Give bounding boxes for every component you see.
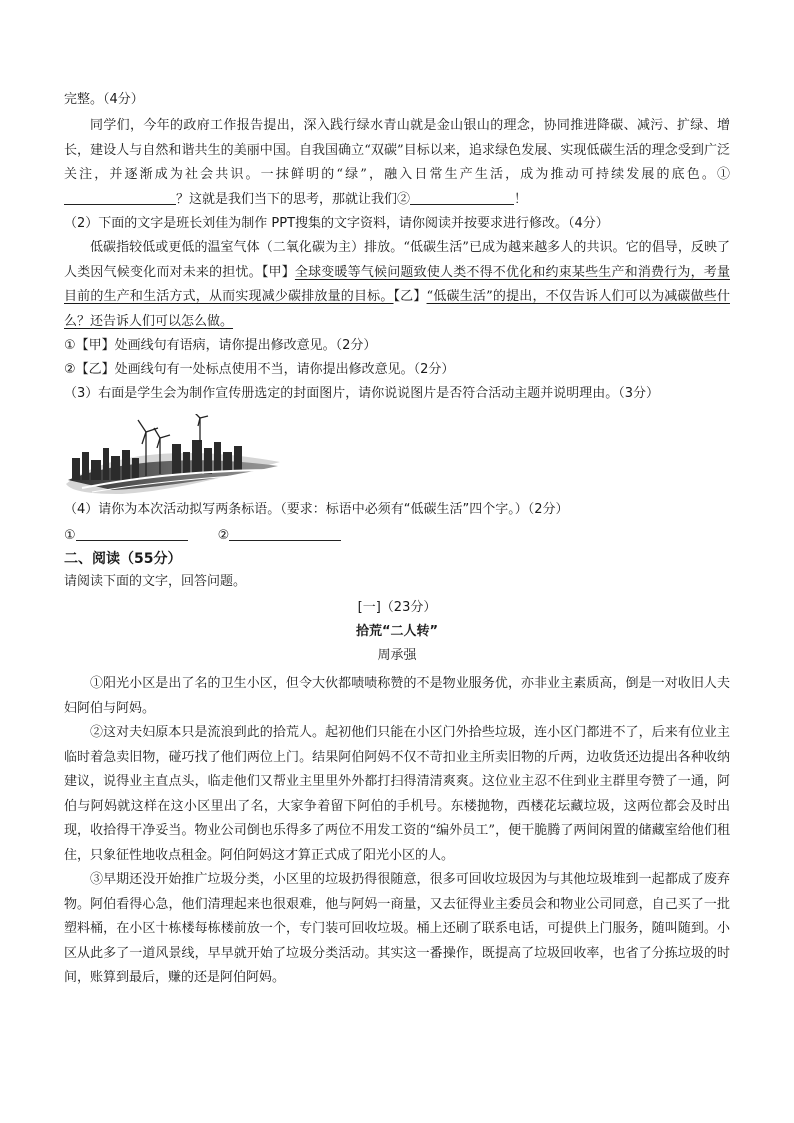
reading-section	[64, 548, 730, 991]
answer-blank-1[interactable]	[64, 191, 176, 205]
question-1-block	[64, 88, 730, 212]
passage-1	[64, 114, 730, 212]
slogan-marker-1: ①	[64, 528, 76, 543]
question-2-block	[64, 212, 730, 406]
answer-blank-2[interactable]	[410, 191, 514, 205]
section-2-heading: 二、阅读（55分）	[64, 551, 182, 567]
blank-marker-2: ②	[397, 191, 411, 207]
question-4-block	[64, 498, 730, 548]
reading-instruction: 请阅读下面的文字，回答问题。	[64, 574, 247, 589]
question-2-2: ②【乙】处画线句有一处标点使用不当，请你提出修改意见。（2分）	[64, 362, 455, 377]
article-paragraph-1: ①阳光小区是出了名的卫生小区，但令大伙都啧啧称赞的不是物业服务优，亦非业主素质高，倒是一对收旧人夫妇阿伯与阿妈。	[64, 676, 730, 716]
question-3-prompt: （3）右面是学生会为制作宣传册选定的封面图片，请你说说图片是否符合活动主题并说明理由。（3分）	[64, 386, 660, 401]
slogan-blank-2[interactable]	[229, 527, 341, 541]
tag-jia: 【甲】	[261, 264, 295, 280]
blank-mid-text: ？这就是我们当下的思考，那就让我们	[176, 191, 398, 207]
article-author: 周承强	[377, 648, 417, 663]
article-paragraph-3: ③早期还没开始推广垃圾分类，小区里的垃圾扔得很随意，很多可回收垃圾因为与其他垃圾堆到一起都成了废弃物。阿伯看得心急，他们清理起来也很艰难，他与阿妈一商量，又去征得业主委员会和物业公司同意，自己买了一批塑料桶，在小区十栋楼每栋楼前放一个，专门装可回收垃圾。桶上还刷了联系电话，可提供上门服务，随叫随到。小区从此多了一道风景线，早早就开始了垃圾分类活动。其实这一番操作，既提高了垃圾回收率，也省了分拣垃圾的时间，账算到最后，赚的还是阿伯阿妈。	[64, 872, 730, 985]
passage-1-text: 同学们，今年的政府工作报告提出，深入践行绿水青山就是金山银山的理念，协同推进降碳、减污、扩绿、增长，建设人与自然和谐共生的美丽中国。自我国确立“双碳”目标以来，追求绿色发展、实现低碳生活的理念受到广泛关注，并逐渐成为社会共识。一抹鲜明的“绿”，融入日常生产生活，成为推动可持续发展的底色。	[64, 118, 730, 182]
underlined-sentence-yi: “低碳生活”的提出，不仅告诉人们可以为减碳做些什么？还告诉人们可以怎么做。	[64, 289, 730, 329]
blank-end-text: ！	[514, 191, 528, 207]
tag-yi: 【乙】	[393, 289, 427, 304]
blank-marker-1: ①	[716, 167, 730, 182]
question-2-1: ①【甲】处画线句有语病，请你提出修改意见。（2分）	[64, 338, 377, 353]
slogan-blanks	[64, 524, 730, 548]
low-carbon-cover-image	[62, 414, 284, 494]
intro-tail: 完整。（4分）	[64, 92, 144, 107]
slogan-blank-1[interactable]	[76, 527, 188, 541]
underlined-sentence-jia: 全球变暖等气候问题致使人类不得不优化和约束某些生产和消费行为，考量目前的生产和生活方式，从而实现减少碳排放量的目标。	[64, 264, 730, 304]
slogan-marker-2: ②	[217, 528, 230, 543]
article-paragraph-2: ②这对夫妇原本只是流浪到此的拾荒人。起初他们只能在小区门外拾些垃圾，连小区门都进不了，后来有位业主临时着急卖旧物，碰巧找了他们两位上门。结果阿伯阿妈不仅不苛扣业主所卖旧物的斤两，边收货还边提出各种收纳建议，说得业主直点头，临走他们又帮业主里里外外都打扫得清清爽爽。这位业主忍不住到业主群里夸赞了一通，阿伯与阿妈就这样在这小区里出了名，大家争着留下阿伯的手机号。东楼抛物，西楼花坛藏垃圾，这两位都会及时出现，收拾得干净妥当。物业公司倒也乐得多了两位不用发工资的“编外员工”，便干脆腾了两间闲置的储藏室给他们租住，只象征性地收点租金。阿伯阿妈这才算正式成了阳光小区的人。	[64, 725, 730, 863]
question-2-prompt: （2）下面的文字是班长刘佳为制作 PPT搜集的文字资料，请你阅读并按要求进行修改。（4分）	[64, 216, 609, 231]
passage-2	[64, 236, 730, 334]
passage-2-head: 低碳指较低或更低的温室气体（二氧化碳为主）排放。“低碳生活”已成为越来越多人的共识。它的倡导，反映了人类因气候变化而对未来的担忧。	[64, 240, 730, 280]
part-1-label: [一]（23分）	[357, 600, 437, 615]
article-title: 拾荒“二人转”	[355, 624, 439, 639]
question-4-prompt: （4）请你为本次活动拟写两条标语。（要求：标语中必须有“低碳生活”四个字。）（2分）	[64, 502, 569, 517]
